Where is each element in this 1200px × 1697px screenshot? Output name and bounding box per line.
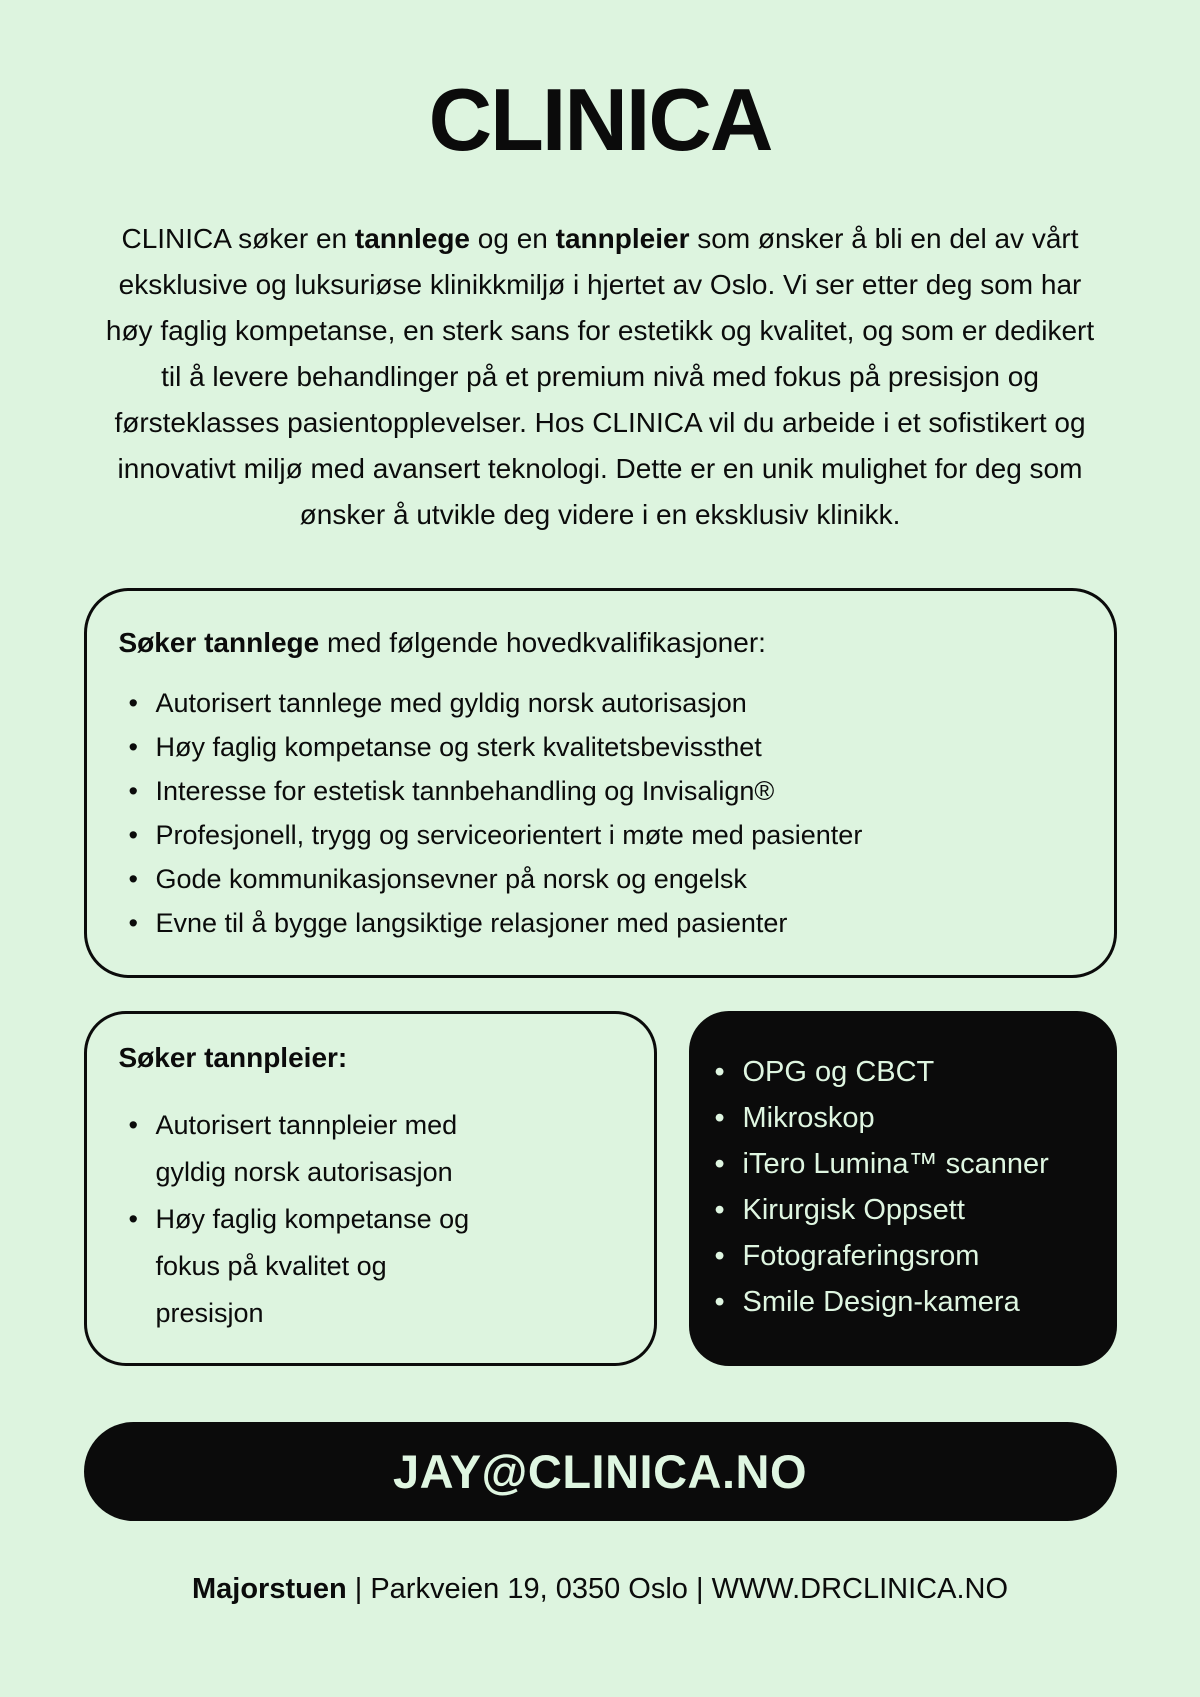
list-item: • Profesjonell, trygg og serviceorientert i møte med pasienter	[119, 813, 1074, 857]
contact-email-text: JAY@CLINICA.NO	[392, 1445, 808, 1498]
equipment-list	[719, 1049, 1101, 1325]
list-item: • Evne til å bygge langsiktige relasjoner med pasienter	[119, 901, 1074, 945]
contact-email-button[interactable]	[84, 1422, 1117, 1521]
equipment-box	[689, 1011, 1117, 1366]
footer-address-line: Majorstuen | Parkveien 19, 0350 Oslo | WWW.DRCLINICA.NO	[192, 1573, 1008, 1605]
list-item: • Autorisert tannpleier med gyldig norsk autorisasjon	[119, 1102, 501, 1196]
dentist-qualifications-box	[84, 588, 1117, 978]
dentist-box-heading: Søker tannlege med følgende hovedkvalifikasjoner:	[118, 627, 766, 658]
hygienist-qualifications-list	[119, 1102, 630, 1337]
list-item: • Mikroskop	[719, 1095, 1101, 1141]
lower-boxes-row	[84, 1011, 1117, 1366]
intro-paragraph: CLINICA søker en tannlege og en tannpleier som ønsker å bli en del av vårt eksklusive og luksuriøse klinikkmiljø i hjertet av Oslo. Vi ser etter deg som har høy faglig kompetanse, en sterk sans for estetikk og kvalitet, og som er dedikert til å levere behandlinger på et premium nivå med fokus på presisjon og førsteklasses pasientopplevelser. Hos CLINICA vil du arbeide i et sofistikert og innovativt miljø med avansert teknologi. Dette er en unik mulighet for deg som ønsker å utvikle deg videre i en eksklusiv klinikk.	[105, 223, 1095, 530]
list-item: • Høy faglig kompetanse og fokus på kvalitet og presisjon	[119, 1196, 501, 1337]
list-item: • Kirurgisk Oppsett	[719, 1187, 1101, 1233]
dentist-qualifications-list	[119, 681, 1074, 945]
list-item: • iTero Lumina™ scanner	[719, 1141, 1101, 1187]
hygienist-qualifications-box	[84, 1011, 657, 1366]
list-item: • Autorisert tannlege med gyldig norsk autorisasjon	[119, 681, 1074, 725]
clinic-logo: CLINICA	[428, 70, 772, 169]
list-item: • Gode kommunikasjonsevner på norsk og engelsk	[119, 857, 1074, 901]
list-item: • Smile Design-kamera	[719, 1279, 1101, 1325]
list-item: • Fotograferingsrom	[719, 1233, 1101, 1279]
hygienist-box-heading: Søker tannpleier:	[118, 1042, 348, 1073]
list-item: • OPG og CBCT	[719, 1049, 1101, 1095]
list-item: • Interesse for estetisk tannbehandling og Invisalign®	[119, 769, 1074, 813]
list-item: • Høy faglig kompetanse og sterk kvalitetsbevissthet	[119, 725, 1074, 769]
